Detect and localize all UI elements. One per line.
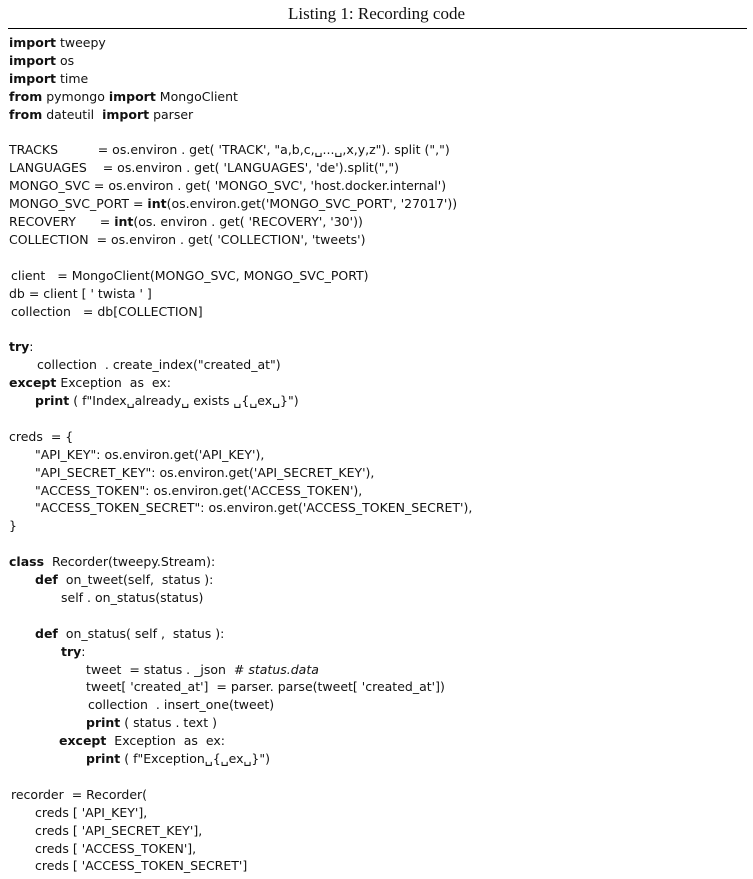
code-text: creds [ 'ACCESS_TOKEN_SECRET']	[35, 858, 248, 874]
code-text: tweepy	[56, 35, 106, 50]
code-comment: status.data	[248, 661, 319, 677]
code-keyword: try	[9, 339, 30, 355]
code-text: db = client [ ' twista ' ]	[9, 285, 152, 301]
code-text: (os. environ . get( 'RECOVERY', '30'))	[133, 214, 363, 229]
code-text: :	[81, 643, 86, 659]
code-text: self . on_status(status)	[61, 589, 204, 605]
code-line	[9, 553, 215, 570]
code-line	[9, 159, 399, 176]
code-text: }	[9, 518, 17, 534]
code-line	[35, 625, 224, 642]
code-line	[11, 303, 203, 320]
code-keyword: print	[86, 715, 121, 731]
code-line	[9, 285, 152, 302]
code-line	[9, 428, 73, 445]
code-text: :	[29, 339, 34, 355]
code-text: "ACCESS_TOKEN": os.environ.get('ACCESS_TOKEN'),	[35, 482, 363, 498]
code-text: recorder = Recorder(	[11, 786, 148, 802]
code-line	[9, 70, 88, 87]
code-line	[9, 52, 74, 69]
code-text: (os.environ.get('MONGO_SVC_PORT', '27017'))	[166, 196, 458, 212]
code-text: on_status( self , status ):	[57, 625, 225, 641]
code-text: creds = {	[9, 428, 74, 444]
code-line	[88, 696, 274, 713]
code-line	[9, 141, 450, 158]
code-line	[35, 857, 247, 874]
code-keyword: import	[9, 35, 56, 50]
code-keyword: def	[35, 572, 58, 587]
code-line	[37, 356, 281, 373]
code-text: collection = db[COLLECTION]	[11, 303, 203, 319]
code-keyword: print	[35, 393, 70, 408]
code-text: "API_SECRET_KEY": os.environ.get('API_SECRET_KEY'),	[35, 464, 375, 480]
code-text: client = MongoClient(MONGO_SVC, MONGO_SVC_PORT)	[11, 267, 369, 283]
code-line	[61, 643, 86, 660]
code-line	[35, 499, 472, 516]
code-text: Exception as ex:	[106, 733, 225, 749]
code-text: ( status . text )	[120, 715, 217, 731]
code-line	[11, 267, 369, 284]
code-line	[9, 177, 446, 194]
code-text: RECOVERY =	[9, 214, 115, 229]
code-text: on_tweet(self, status ):	[57, 572, 214, 587]
code-keyword: def	[35, 625, 58, 641]
caption-rule	[8, 28, 747, 29]
code-line	[35, 446, 264, 463]
code-line	[86, 678, 445, 695]
code-line	[9, 34, 106, 51]
code-line	[86, 661, 319, 678]
code-keyword: try	[61, 643, 82, 659]
code-line	[61, 589, 203, 606]
code-text: os	[56, 52, 75, 68]
code-line	[9, 231, 366, 248]
code-line	[9, 106, 193, 123]
code-keyword: except	[9, 375, 57, 391]
code-keyword: class	[9, 554, 45, 570]
code-text: Recorder(tweepy.Stream):	[44, 554, 216, 570]
code-text: parser	[149, 106, 194, 122]
code-line	[9, 338, 34, 355]
code-text: collection . create_index("created_at")	[37, 357, 281, 373]
code-text: "API_KEY": os.environ.get('API_KEY'),	[35, 446, 265, 462]
code-keyword: print	[86, 751, 121, 766]
code-text: dateutil	[42, 106, 103, 122]
code-line	[35, 822, 202, 839]
code-text: tweet = status . _json #	[86, 661, 249, 677]
code-text: Exception as ex:	[56, 375, 171, 391]
code-line	[9, 195, 457, 212]
code-line	[35, 840, 196, 857]
code-keyword: except	[59, 733, 107, 749]
code-line	[9, 374, 171, 391]
code-text: creds [ 'API_SECRET_KEY'],	[35, 822, 203, 838]
code-keyword: from	[9, 88, 43, 104]
code-text: MONGO_SVC = os.environ . get( 'MONGO_SVC', 'host.docker.internal')	[9, 178, 447, 194]
code-keyword: int	[114, 214, 134, 229]
code-text: creds [ 'ACCESS_TOKEN'],	[35, 840, 197, 856]
code-text: LANGUAGES = os.environ . get( 'LANGUAGES', 'de').split(",")	[9, 160, 400, 176]
code-text: MONGO_SVC_PORT =	[9, 196, 148, 212]
code-keyword: import	[108, 88, 156, 104]
code-keyword: import	[102, 106, 150, 122]
code-text: ( f"Exception␣{␣ex␣}")	[120, 751, 270, 766]
code-line	[9, 88, 238, 105]
code-text: TRACKS = os.environ . get( 'TRACK', "a,b,c,␣...␣,x,y,z"). split (",")	[9, 142, 450, 158]
code-line	[86, 750, 270, 767]
code-text: collection . insert_one(tweet)	[88, 697, 275, 713]
code-line	[35, 482, 362, 499]
code-text: tweet[ 'created_at'] = parser. parse(tweet[ 'created_at'])	[86, 679, 445, 695]
code-line	[59, 732, 225, 749]
code-keyword: from	[9, 106, 43, 122]
code-text: time	[56, 70, 89, 86]
code-text: "ACCESS_TOKEN_SECRET": os.environ.get('ACCESS_TOKEN_SECRET'),	[35, 500, 473, 516]
code-keyword: import	[9, 70, 56, 86]
code-line	[86, 714, 217, 731]
code-line	[35, 464, 374, 481]
code-line	[35, 571, 213, 588]
code-line	[9, 517, 17, 534]
listing-caption: Listing 1: Recording code	[287, 4, 466, 23]
code-text: pymongo	[42, 88, 109, 104]
code-line	[11, 786, 147, 803]
code-text: MongoClient	[155, 88, 238, 104]
code-text: creds [ 'API_KEY'],	[35, 804, 148, 820]
code-line	[35, 392, 299, 409]
code-text: COLLECTION = os.environ . get( 'COLLECTION', 'tweets')	[9, 231, 366, 247]
code-keyword: import	[9, 52, 56, 68]
code-keyword: int	[147, 196, 167, 212]
code-line	[9, 213, 363, 230]
code-line	[35, 804, 147, 821]
code-text: ( f"Index␣already␣ exists ␣{␣ex␣}")	[69, 393, 299, 408]
